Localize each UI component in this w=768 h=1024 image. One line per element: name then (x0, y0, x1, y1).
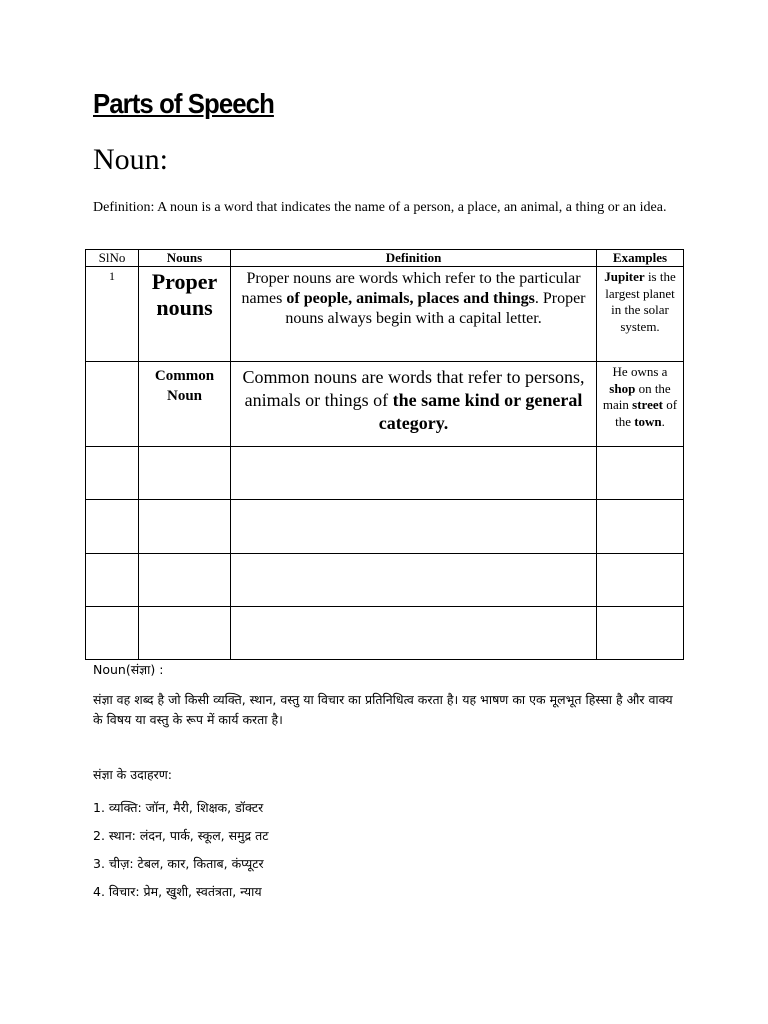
header-definition: Definition (231, 250, 597, 267)
table-row-empty (86, 607, 684, 660)
noun-definition: Common nouns are words that refer to persons, animals or things of the same kind or general category. (231, 362, 597, 447)
table-row (86, 267, 684, 362)
nouns-table (85, 249, 684, 660)
table-header-row (86, 250, 684, 267)
row-number (86, 362, 139, 447)
list-item: 2. स्थान: लंदन, पार्क, स्कूल, समुद्र तट (93, 828, 269, 843)
hindi-noun-title: Noun(संज्ञा) : (93, 662, 164, 677)
noun-type: Proper nouns (139, 267, 231, 362)
noun-type: Common Noun (139, 362, 231, 447)
definition-text: Definition: A noun is a word that indicates the name of a person, a place, an animal, a thing or an idea. (93, 200, 667, 215)
table-row-empty (86, 447, 684, 500)
header-slno: SlNo (86, 250, 139, 267)
table-row-empty (86, 554, 684, 607)
noun-example: Jupiter is the largest planet in the solar system. (597, 267, 684, 362)
noun-example: He owns a shop on the main street of the town. (597, 362, 684, 447)
page-title: Parts of Speech (93, 88, 274, 119)
list-item: 3. चीज़: टेबल, कार, किताब, कंप्यूटर (93, 856, 264, 871)
hindi-examples-title: संज्ञा के उदाहरण: (93, 767, 172, 782)
header-examples: Examples (597, 250, 684, 267)
list-item: 4. विचार: प्रेम, खुशी, स्वतंत्रता, न्याय (93, 884, 262, 899)
row-number: 1 (86, 267, 139, 362)
section-heading: Noun: (93, 143, 168, 176)
hindi-examples-list (93, 794, 269, 906)
table-row-empty (86, 500, 684, 554)
table-row (86, 362, 684, 447)
hindi-paragraph: संज्ञा वह शब्द है जो किसी व्यक्ति, स्थान, वस्तु या विचार का प्रतिनिधित्व करता है। यह भाषण का एक मूलभूत हिस्सा है और वाक्य के विषय या वस्तु के रूप में कार्य करता है। (93, 692, 673, 727)
header-nouns: Nouns (139, 250, 231, 267)
list-item: 1. व्यक्ति: जॉन, मैरी, शिक्षक, डॉक्टर (93, 800, 264, 815)
noun-definition: Proper nouns are words which refer to the particular names of people, animals, places and things. Proper nouns always begin with a capital letter. (231, 267, 597, 362)
